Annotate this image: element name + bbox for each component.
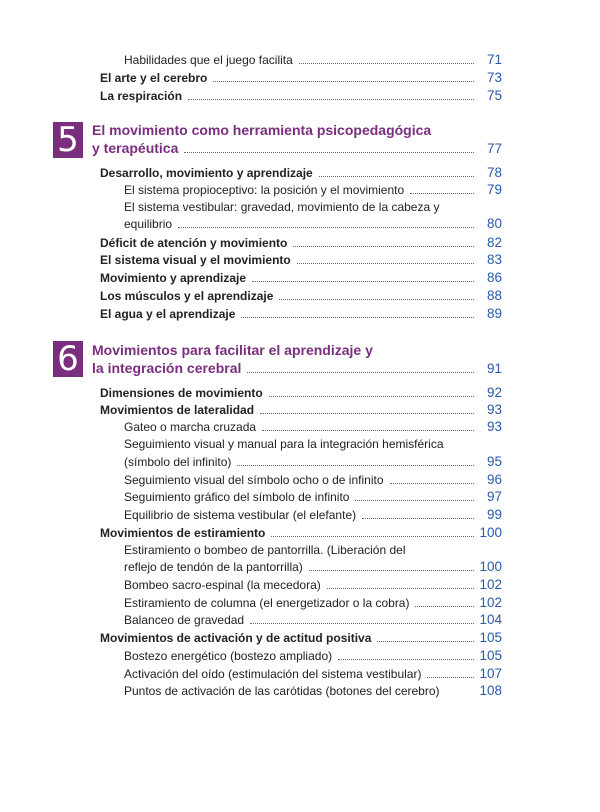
leader-dots — [269, 395, 474, 397]
toc-entry-label-continuation: (símbolo del infinito) — [124, 455, 232, 469]
chapter-title-entry[interactable] — [92, 139, 502, 157]
toc-entry[interactable] — [100, 288, 502, 304]
leader-dots — [293, 245, 474, 247]
chapter-number-badge: 5 — [53, 122, 83, 158]
leader-dots — [188, 98, 474, 100]
toc-entry[interactable] — [124, 182, 502, 198]
toc-entry-label: Déficit de atención y movimiento — [100, 236, 288, 250]
toc-entry-label-continuation: equilibrio — [124, 217, 173, 231]
toc-entry[interactable] — [100, 252, 502, 268]
leader-dots — [252, 280, 474, 282]
toc-entry-label: Desarrollo, movimiento y aprendizaje — [100, 166, 313, 180]
toc-entry-label: Movimientos de activación y de actitud positiva — [100, 631, 372, 645]
leader-dots — [327, 587, 474, 589]
toc-entry-label: Seguimiento gráfico del símbolo de infinito — [124, 490, 350, 504]
toc-entry-label: Seguimiento visual del símbolo ocho o de infinito — [124, 473, 384, 487]
leader-dots — [319, 175, 474, 177]
toc-page-number: 75 — [486, 88, 502, 103]
leader-dots — [260, 412, 474, 414]
toc-page-number: 95 — [486, 454, 502, 469]
toc-entry-label: Bostezo energético (bostezo ampliado) — [124, 649, 333, 663]
chapter-title-continuation: y terapéutica — [92, 140, 179, 156]
toc-entry-label: Estiramiento de columna (el energetizador o la cobra) — [124, 596, 410, 610]
toc-entry-label: El sistema propioceptivo: la posición y el movimiento — [124, 183, 405, 197]
toc-page-number: 82 — [486, 235, 502, 250]
leader-dots — [241, 316, 474, 318]
leader-dots — [213, 80, 474, 82]
toc-entry-label: Puntos de activación de las carótidas (botones del cerebro) — [124, 684, 440, 698]
leader-dots — [178, 226, 474, 228]
leader-dots — [250, 622, 474, 624]
toc-page-number: 77 — [486, 141, 502, 156]
toc-entry-label: Movimientos de estiramiento — [100, 526, 266, 540]
toc-entry[interactable] — [124, 472, 502, 488]
toc-page-number: 73 — [486, 70, 502, 85]
toc-page-number: 107 — [479, 666, 502, 681]
toc-page-number: 102 — [479, 595, 502, 610]
chapter-number-badge: 6 — [53, 341, 83, 377]
toc-page-number: 88 — [486, 288, 502, 303]
toc-entry[interactable] — [124, 612, 502, 628]
toc-entry-label: Activación del oído (estimulación del sistema vestibular) — [124, 667, 422, 681]
leader-dots — [377, 640, 474, 642]
leader-dots — [247, 371, 474, 373]
toc-entry[interactable] — [124, 419, 502, 435]
toc-entry[interactable] — [124, 577, 502, 593]
leader-dots — [309, 569, 474, 571]
toc-entry-label: Dimensiones de movimiento — [100, 386, 263, 400]
toc-entry-label: Bombeo sacro-espinal (la mecedora) — [124, 578, 321, 592]
toc-page-number: 78 — [486, 165, 502, 180]
toc-page-number: 96 — [486, 472, 502, 487]
toc-entry-label: Los músculos y el aprendizaje — [100, 289, 274, 303]
toc-entry[interactable] — [124, 52, 502, 68]
toc-entry[interactable] — [100, 270, 502, 286]
leader-dots — [427, 676, 474, 678]
toc-entry-label: Movimientos de lateralidad — [100, 403, 255, 417]
toc-page-number: 83 — [486, 252, 502, 267]
leader-dots — [415, 605, 474, 607]
toc-page-number: 80 — [486, 216, 502, 231]
toc-entry-label-continuation: reflejo de tendón de la pantorrilla) — [124, 560, 303, 574]
toc-entry-label: Gateo o marcha cruzada — [124, 420, 257, 434]
toc-entry[interactable] — [124, 489, 502, 505]
toc-entry[interactable] — [100, 70, 502, 86]
leader-dots — [237, 464, 474, 466]
toc-entry-label: Movimiento y aprendizaje — [100, 271, 247, 285]
toc-page-number: 99 — [486, 507, 502, 522]
toc-entry[interactable] — [124, 648, 502, 664]
toc-entry[interactable] — [124, 595, 502, 611]
leader-dots — [355, 499, 474, 501]
toc-entry[interactable] — [100, 306, 502, 322]
toc-entry-label: El sistema visual y el movimiento — [100, 253, 291, 267]
toc-entry[interactable] — [124, 507, 502, 523]
leader-dots — [279, 298, 474, 300]
toc-page-number: 71 — [486, 52, 502, 67]
toc-entry-label: Habilidades que el juego facilita — [124, 53, 293, 67]
toc-page-number: 89 — [486, 306, 502, 321]
toc-page-number: 86 — [486, 270, 502, 285]
toc-page-number: 108 — [479, 683, 502, 698]
toc-page-number: 93 — [486, 402, 502, 417]
toc-entry[interactable] — [100, 165, 502, 181]
chapter-title: Movimientos para facilitar el aprendizaje y — [92, 342, 373, 358]
toc-entry[interactable] — [124, 216, 502, 232]
toc-page-number: 100 — [479, 559, 502, 574]
leader-dots — [297, 262, 474, 264]
toc-page-number: 92 — [486, 385, 502, 400]
toc-entry[interactable] — [100, 630, 502, 646]
leader-dots — [338, 658, 474, 660]
toc-entry[interactable] — [100, 385, 502, 401]
toc-page-number: 104 — [479, 612, 502, 627]
toc-entry-label: Seguimiento visual y manual para la integración hemisférica — [124, 437, 444, 451]
leader-dots — [299, 62, 474, 64]
leader-dots — [410, 192, 474, 194]
toc-page-number: 105 — [479, 648, 502, 663]
chapter-title: El movimiento como herramienta psicopedagógica — [92, 122, 432, 138]
toc-entry-label: La respiración — [100, 89, 183, 103]
toc-page-number: 79 — [486, 182, 502, 197]
toc-page-number: 91 — [486, 361, 502, 376]
leader-dots — [362, 517, 474, 519]
toc-entry-label: Balanceo de gravedad — [124, 613, 245, 627]
toc-entry[interactable] — [124, 454, 502, 470]
leader-dots — [262, 429, 474, 431]
toc-entry-label: El sistema vestibular: gravedad, movimiento de la cabeza y — [124, 200, 440, 214]
toc-entry[interactable] — [124, 666, 502, 682]
toc-page-number: 93 — [486, 419, 502, 434]
chapter-title-entry[interactable] — [92, 359, 502, 377]
toc-page-number: 102 — [479, 577, 502, 592]
toc-entry-label: Equilibrio de sistema vestibular (el elefante) — [124, 508, 357, 522]
toc-entry[interactable] — [100, 525, 502, 541]
toc-entry[interactable] — [100, 235, 502, 251]
toc-page-number: 105 — [479, 630, 502, 645]
leader-dots — [184, 151, 474, 153]
leader-dots — [271, 535, 474, 537]
toc-entry[interactable] — [100, 402, 502, 418]
toc-entry-label: El agua y el aprendizaje — [100, 307, 236, 321]
toc-entry-label: Estiramiento o bombeo de pantorrilla. (Liberación del — [124, 543, 406, 557]
toc-entry-label: El arte y el cerebro — [100, 71, 208, 85]
toc-entry[interactable] — [100, 88, 502, 104]
leader-dots — [390, 482, 475, 484]
toc-page-number: 97 — [486, 489, 502, 504]
toc-entry[interactable] — [124, 683, 502, 699]
toc-page-number: 100 — [479, 525, 502, 540]
toc-entry[interactable] — [124, 559, 502, 575]
chapter-title-continuation: la integración cerebral — [92, 360, 242, 376]
